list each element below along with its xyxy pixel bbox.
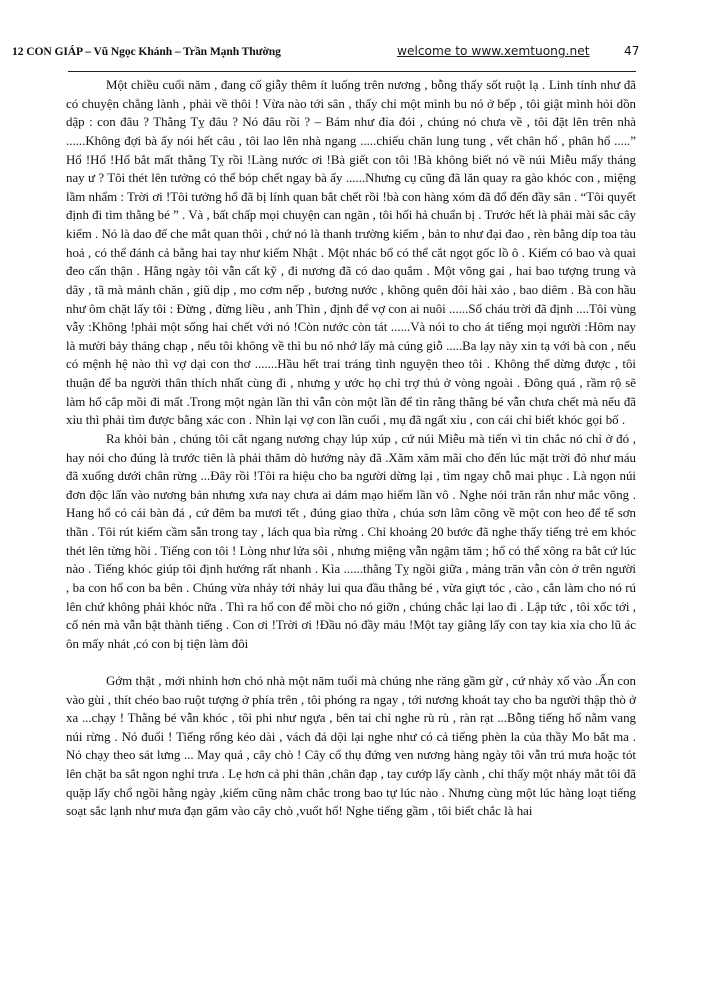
book-title: 12 CON GIÁP – Vũ Ngọc Khánh – Trần Mạnh Thường — [12, 45, 281, 58]
page-number: 47 — [624, 44, 640, 58]
website-link[interactable]: welcome to www.xemtuong.net — [397, 44, 590, 58]
page-header — [12, 45, 652, 61]
story-body — [66, 76, 636, 821]
paragraph-2: Ra khỏi bản , chúng tôi cắt ngang nương chạy lúp xúp , cứ núi Miễu mà tiến vì tin chắc nó chỉ ở đó , hay nói cho đúng là trước tiên là phải thăm dò hướng này đã .Xăm xăm mãi cho đến lúc mặt trời đỏ như máu đã xuống dưới chân rừng ...Đây rồi !Tôi ra hiệu cho ba người dừng lại , tìm ngay chỗ mai phục . Là ngọn núi đơn độc lấn vào nương bản nhưng xưa nay chưa ai dám mạo hiểm lần vô . Nghe nói trăn rắn như mắc võng . Hang hổ có cái bàn đá , cứ đêm ba mươi tết , đúng giao thừa , chúa sơn lâm cõng về một con heo để tế sơn thần . Tôi rút kiếm cầm sẵn trong tay , lách qua bìa rừng . Chỉ khoảng 20 bước đã nghe thấy tiếng trẻ em khóc thét lên từng hồi . Tiếng con tôi ! Lòng như lửa sôi , nhưng miệng vẫn ngậm tăm ; hổ có thể xông ra bắt cứ lúc nào . Tiếng khóc giúp tôi định hướng rất nhanh . Kìa ......thằng Tỵ ngồi giữa , mảng trăn vẫn còn ở trên người , ba con hổ con ba bên . Chúng vừa nhảy tới nhảy lui qua đầu thằng bé , vừa giựt tóc , cào , cắn làm cho nó rú lên chứ không phải khóc nữa . Thì ra hổ con để mồi cho nó giỡn , chúng chắc lại lao đi . Lập tức , tôi xốc tới , cố nén mà vẫn bật thành tiếng . Con ơi !Trời ơi !Đầu nó đầy máu !Một tay giằng lấy con tay kia xỉa cho lũ ác ôn mấy nhát ,có con bị tiện làm đôi — [66, 431, 636, 651]
paragraph-1: Một chiều cuối năm , đang cố giẫy thêm ít luống trên nương , bỗng thấy sốt ruột lạ . Linh tính như đã có chuyện chẳng lành , phải về thôi ! Vừa nào tới sân , thấy chỉ một mình bu nó ở bếp , tôi giật mình hỏi dồn dập : con đâu ? Thằng Tỵ đâu ? Nó đâu rồi ? – Bám như đỉa đói , chúng nó chưa về , tôi đặt lên trên nhà ......Không đợi bà ấy nói hết câu , tôi lao lên nhà ngang .....chiếu chăn lung tung , vết chân hổ , phân hổ .....” Hổ !Hổ !Hổ bắt mất thằng Tỵ rồi !Làng nước ơi !Bà giết con tôi !Bà không biết nó về núi Miễu mấy tháng nay ư ? Tôi thét lên tưởng có thể bóp chết ngay bà ấy ......Nhưng cụ cũng đã lăn quay ra gào khóc con , miệng lầm nhẩm : Trời ơi !Tôi tưởng hổ đã bị lính quan bắt chết rồi !bà con hàng xóm đã đổ đến đầy sân . “Tôi quyết định đi tìm thằng bé ” . Và , bất chấp mọi chuyện can ngăn , tôi hối hả chuẩn bị . Trước hết là phải mài sắc cây kiếm . Nó là dao để che mắt quan thôi , chứ nó là thanh trường kiếm , bản to như đại đao , rèn bằng díp toa tàu hoả , có thể đánh cả bằng hai tay như kiếm Nhật . Một nhác bổ có thể cắt ngọt gốc lồ ô . Kiếm có bao và quai đeo cẩn thận . Hằng ngày tôi vẫn cất kỹ , đi nương đã có dao quắm . Một võng gai , hai bao tượng trung và dây , tã mà mảnh chăn , giũ dịp , mo cơm nếp , bương nước , không quên đôi hài xảo , bao diêm . Bà con hầu như ôm chặt lấy tôi : Đừng , đừng liều , anh Thìn , định để vợ con ai nuôi ......Số cháu trời đã định ....Tôi vùng vẫy :Không !phải một sống hai chết với nó !Còn nước còn tát ......Và nói to cho át tiếng mọi người :Hôm nay là mười bảy tháng chạp , nếu tôi không về thì bu nó nhớ lấy mà cúng giỗ .....Ba lạy này xin tạ với bà con , nếu có mệnh hệ nào thì vợ dại con thơ .......Hầu hết trai tráng tình nguyện theo tôi . Không thể dừng được , tôi thuận để ba người thân thích nhất cùng đi , nhưng y ước họ chỉ trợ thủ ở vòng ngoài . Đông quá , rầm rộ sẽ làm hổ cắp mồi đi mất .Trong một ngàn lần thì vẫn còn một lần để tìn rằng thằng bé vẫn chưa chết mà nếu đã xỉu thì phải tìm được bằng xác con . Nhìn lại vợ con lần cuối , mụ đã ngất xỉu , con cái chỉ biết khóc gọi bố . — [66, 78, 636, 428]
paragraph-3: Gớm thật , mới nhỉnh hơn chó nhà một năm tuổi mà chúng nhe răng gầm gừ , cứ nhảy xổ vào .Ấn con vào gùi , thít chéo bao ruột tượng ở phía trên , tôi phóng ra ngay , tới nương khoát tay cho ba người thập thò ở xa ...chạy ! Thằng bé vẫn khóc , tôi phi như ngựa , bên tai chỉ nghe rù rù , ràn rạt ...Bỗng tiếng hổ nằm vang núi rừng . Nó đuổi ! Tiếng rống kéo dài , vách đá dội lại nghe như có cả tiếng phèn la của thầy Mo bắt ma . Nó chạy theo sát lưng ... May quá , cây chò ! Cây cổ thụ đứng ven nương hàng ngày tôi vẫn trú mưa hoặc tót lên chặt ba sắt ngon nghỉ trưa . Lẹ hơn cả phi thân ,chân đạp , tay cướp lấy cành , chỉ thấy một nháy mắt tôi đã quặp lấy chổ ngồi hằng ngày ,kiếm cũng nằm chắc trong bao tự lúc nào . Nhưng cùng một lúc hàng loạt tiếng soạt sắc lạnh như mưa đạn găm vào cây chò ,vuốt hổ! Nghe tiếng gầm , tôi biết chắc là hai — [66, 673, 636, 819]
header-divider — [68, 71, 636, 72]
